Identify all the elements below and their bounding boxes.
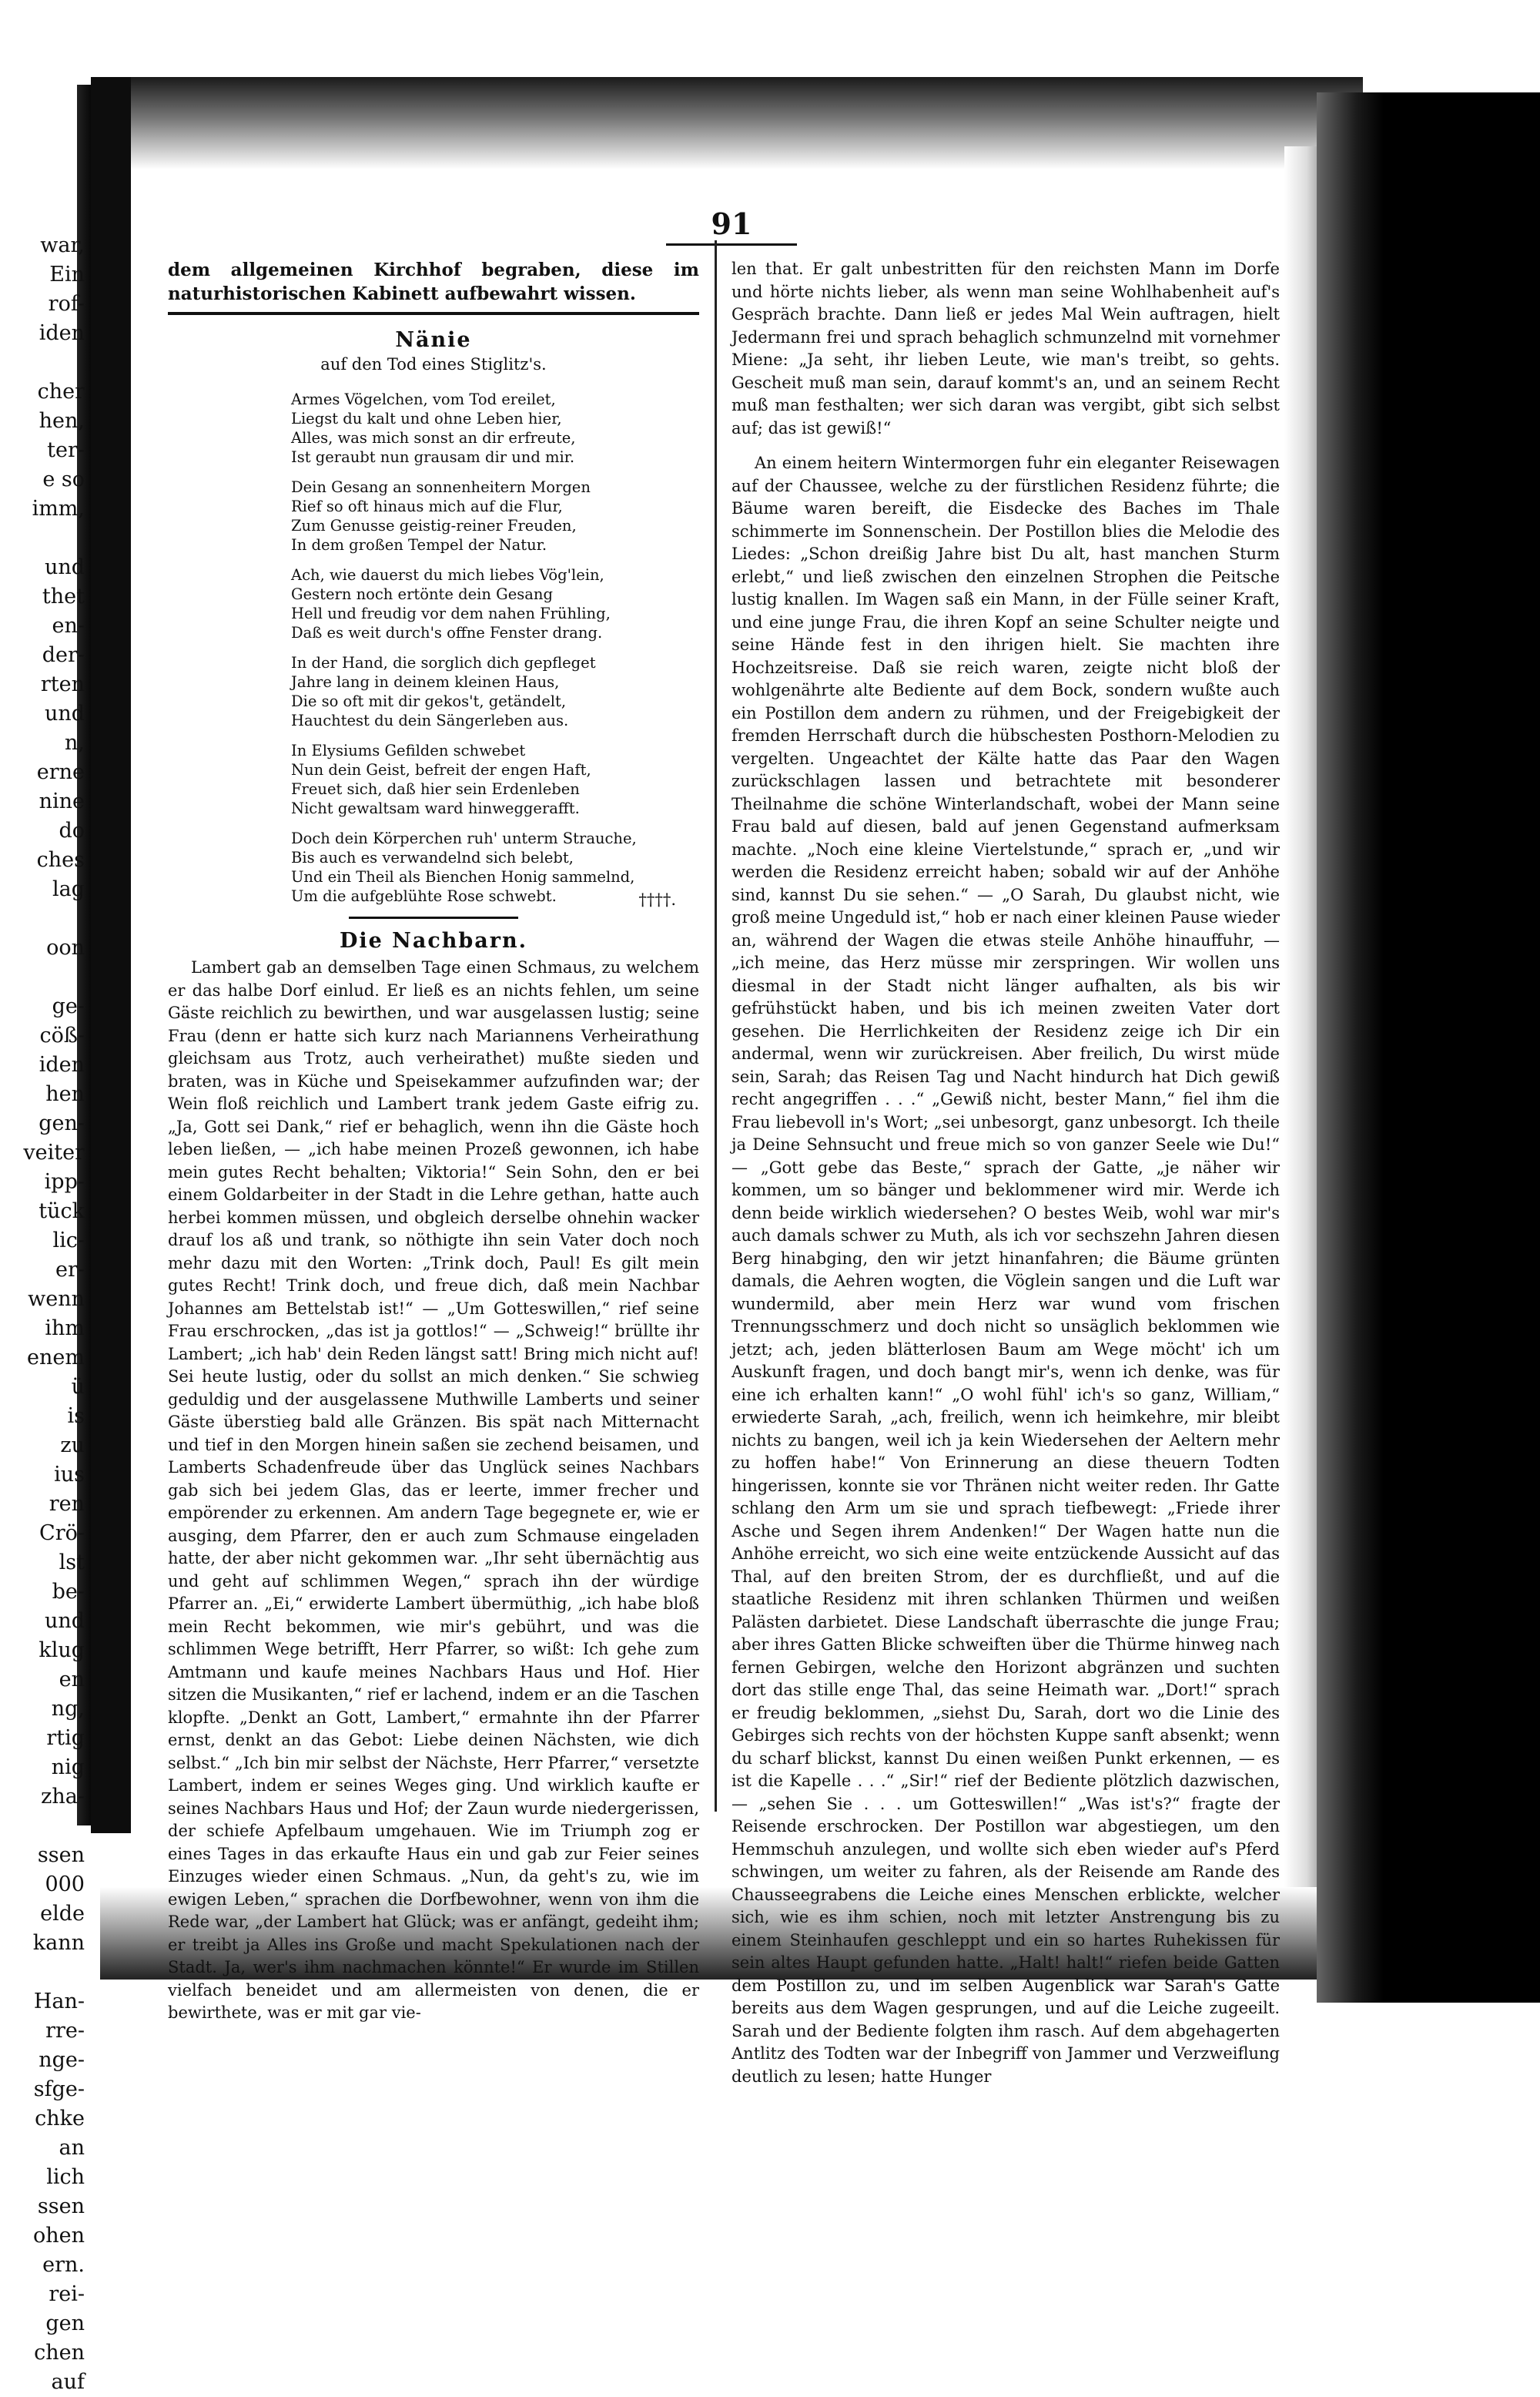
previous-page-fragment xyxy=(0,231,91,2394)
poem-subtitle: auf den Tod eines Stiglitz's. xyxy=(320,354,547,374)
fragment-line: e so xyxy=(42,468,85,491)
fragment-line xyxy=(0,524,85,553)
fragment-line: hen, xyxy=(38,409,85,433)
fragment-line: cöß- xyxy=(39,1024,85,1048)
fragment-line: nge- xyxy=(38,2048,85,2072)
fragment-line: ter- xyxy=(47,438,85,462)
poem-line: Daß es weit durch's offne Fenster drang. xyxy=(291,624,603,642)
fragment-line: imm, xyxy=(32,497,85,521)
fragment-line: ssen xyxy=(37,2194,85,2218)
fragment-line: kann xyxy=(32,1931,85,1955)
poem-stanza xyxy=(291,478,699,555)
fragment-line: ü xyxy=(71,1375,85,1399)
fragment-line: zu xyxy=(60,1433,85,1457)
fragment-line: Crö- xyxy=(39,1521,85,1545)
fragment-line: lag xyxy=(52,877,85,901)
poem-line: Bis auch es verwandelnd sich belebt, xyxy=(291,849,574,867)
poem-line: Zum Genusse geistig-reiner Freuden, xyxy=(291,517,577,535)
poem-line: Ach, wie dauerst du mich liebes Vög'lein, xyxy=(291,566,604,584)
section-rule xyxy=(168,312,699,315)
fragment-line: war, xyxy=(40,233,85,257)
poem-stanza xyxy=(291,741,699,818)
poem-body xyxy=(168,390,699,906)
fragment-line: n, xyxy=(65,731,85,755)
fragment-line: ern. xyxy=(42,2253,85,2277)
book-gutter xyxy=(91,77,131,1833)
column-divider xyxy=(715,240,717,1812)
page-number-rule xyxy=(666,243,797,246)
fragment-line: hen xyxy=(45,1082,85,1106)
fragment-line: rei- xyxy=(49,2282,85,2306)
poem-title: Nänie xyxy=(395,328,472,352)
right-column xyxy=(732,258,1280,2088)
fragment-line: klug xyxy=(38,1638,85,1662)
fragment-line: wenn xyxy=(28,1287,85,1311)
poem-line: Nun dein Geist, befreit der engen Haft, xyxy=(291,761,591,779)
fragment-line: is xyxy=(67,1404,85,1428)
poem-stanza xyxy=(291,390,699,467)
fragment-line: veiter xyxy=(23,1141,85,1165)
poem-stanza xyxy=(291,653,699,730)
fragment-line: en xyxy=(59,1668,85,1691)
poem-line: Liegst du kalt und ohne Leben hier, xyxy=(291,410,562,427)
poem-line: Rief so oft hinaus mich auf die Flur, xyxy=(291,498,563,515)
right-edge-shadow xyxy=(1317,92,1540,2003)
fragment-line: und xyxy=(44,555,85,579)
fragment-line: elde xyxy=(40,1902,85,1926)
fragment-line: er- xyxy=(55,1258,85,1282)
fragment-line: be- xyxy=(52,1580,85,1604)
fragment-line: nig xyxy=(51,1755,85,1779)
poem-line: Hell und freudig vor dem nahen Frühling, xyxy=(291,605,611,622)
poem-line: Doch dein Körperchen ruh' unterm Strauche, xyxy=(291,830,637,847)
continuation-text: dem allgemeinen Kirchhof begraben, diese im naturhistorischen Kabinett aufbewahrt wissen. xyxy=(168,260,699,304)
poem-line: Hauchtest du dein Sängerleben aus. xyxy=(291,712,569,729)
fragment-line xyxy=(0,348,85,377)
story-paragraph: Lambert gab an demselben Tage einen Schmaus, zu welchem er das halbe Dorf einlud. Er ließ es an nichts fehlen, um seine Gäste reichlich zu bewirthen, und war ausgelassen lustig; seine Frau (denn er hatte sich kurz nach Mariannens Verheirathung gleichsam aus Trotz, auch verheirathet) mußte sieden und braten, was in Küche und Speisekammer aufzufinden war; der Wein floß reichlich und Lambert trank jedem Gaste eifrig zu. „Ja, Gott sei Dank,“ rief er behaglich, wenn ihn die Gäste hoch leben ließen, — „ich habe meinen Prozeß gewonnen, ich habe mein gutes Recht behalten; Viktoria!“ Sein Sohn, den er bei einem Goldarbeiter in der Stadt in die Lehre gethan, hatte auch herbei kommen müssen, und obgleich derselbe ohnehin wacker drauf los aß und trank, so nöthigte ihn sein Vater doch noch mehr dazu mit den Worten: „Trink doch, Paul! Es gilt mein gutes Recht! Trink doch, und freue dich, daß mein Nachbar Johannes am Bettelstab ist!“ — „Um Gotteswillen,“ rief seine Frau erschrocken, „das ist ja gottlos!“ — „Schweig!“ brüllte ihr Lambert; „ich hab' dein Reden längst satt! Bring mich nicht auf! Sei heute lustig, oder du sollst an mich denken.“ Sie schwieg geduldig und der ausgelassene Muthwille Lamberts und seiner Gäste überstieg bald alle Gränzen. Bis spät nach Mitternacht und tief in den Morgen hinein saßen sie zechend beisamen, und Lamberts Schadenfreude über das Unglück seines Nachbars gab sich bei jedem Glas, das er leerte, immer frecher und empörender zu erkennen. Am andern Tage begegnete er, wie er ausging, dem Pfarrer, den er auch zum Schmause eingeladen hatte, der aber nicht gekommen war. „Ihr seht übernächtig aus und geht auf schlimmen Wegen,“ sprach ihn der würdige Pfarrer an. „Ei,“ erwiderte Lambert übermüthig, „ich habe bloß mein Recht bekommen, wie mir's gebührt, und was die schlimmen Wege betrifft, Herr Pfarrer, so wißt: Ich gehe zum Amtmann und kaufe meines Nachbars Haus und Hof. Hier sitzen die Musikanten,“ rief er lachend, indem er an die Taschen klopfte. „Denkt an Gott, Lambert,“ ermahnte ihn der Pfarrer ernst, denkt an das Gebot: Liebe deinen Nächsten, wie dich selbst.“ „Ich bin mir selbst der Nächste, Herr Pfarrer,“ versetzte Lambert, indem er seines Weges ging. Und wirklich kaufte er seines Nachbars Haus und Hof; der Zaun wurde niedergerissen, der schiefe Apfelbaum umgehauen. Wie im Triumph zog er eines Tages in das erkaufte Haus ein und gab zur Feier seines Einzuges wieder einen Schmaus. „Nun, da geht's zu, wie im ewigen Leben,“ sprachen die Dorfbewohner, wenn von ihm die Rede war, „der Lambert hat Glück; was er anfängt, gedeiht ihm; er treibt ja Alles ins Große und macht Spekulationen nach der Stadt. Ja, wer's ihm nachmachen könnte!“ Er wurde im Stillen vielfach beneidet und am allermeisten von denen, die er bewirthete, was er mit gar vie- xyxy=(168,958,699,2022)
fragment-line: ihm xyxy=(45,1316,85,1340)
fragment-line: ren xyxy=(49,1492,85,1516)
fragment-line: en- xyxy=(52,614,85,638)
poem-line: In Elysiums Gefilden schwebet xyxy=(291,742,526,759)
story-divider-rule xyxy=(349,917,518,919)
fragment-line: ge- xyxy=(52,994,85,1018)
fragment-line: lst xyxy=(59,1551,85,1574)
fragment-line: ng, xyxy=(51,1697,85,1721)
fragment-line: und xyxy=(44,702,85,726)
fragment-line: und xyxy=(44,1609,85,1633)
fragment-line xyxy=(0,963,85,992)
fragment-line: do xyxy=(59,819,85,843)
fragment-line: gen- xyxy=(38,1111,85,1135)
poem-line: Die so oft mit dir gekos't, getändelt, xyxy=(291,692,567,710)
fragment-line: lic- xyxy=(52,1229,85,1252)
fragment-line: thet xyxy=(42,585,85,608)
fragment-line: zha- xyxy=(41,1785,85,1809)
fragment-line: cher xyxy=(37,380,85,404)
fragment-line: chke xyxy=(35,2107,85,2130)
fragment-line: lich xyxy=(46,2165,85,2189)
fragment-line: rten xyxy=(40,672,85,696)
fragment-line: an xyxy=(59,2136,85,2160)
fragment-line xyxy=(0,904,85,934)
fragment-line: auf xyxy=(51,2370,85,2394)
poem-line: In dem großen Tempel der Natur. xyxy=(291,536,547,554)
fragment-line: rtig xyxy=(46,1726,85,1750)
poem-line: Nicht gewaltsam ward hinweggerafft. xyxy=(291,800,580,817)
poem-line: In der Hand, die sorglich dich gepfleget xyxy=(291,654,596,672)
page-number: 91 xyxy=(711,206,752,241)
top-edge-shadow xyxy=(131,77,1363,169)
fragment-line: ssen xyxy=(37,1843,85,1867)
fragment-line: iden xyxy=(38,1053,85,1077)
fragment-line xyxy=(0,1958,85,1987)
fragment-line: Ein xyxy=(49,263,85,287)
left-column xyxy=(168,258,699,2025)
poem-line: Armes Vögelchen, vom Tod ereilet, xyxy=(291,391,556,408)
story-title: Die Nachbarn. xyxy=(339,928,528,953)
poem-line: Freuet sich, daß hier sein Erdenleben xyxy=(291,780,580,798)
poem-signature: ††††. xyxy=(638,890,676,909)
fragment-line: oon xyxy=(46,936,85,960)
fragment-line: ipp- xyxy=(44,1170,85,1194)
story-paragraph-continued: len that. Er galt unbestritten für den reichsten Mann im Dorfe und hörte nichts lieber, als wenn man seine Wohlhabenheit auf's Gespräch brachte. Dann ließ er jedes Mal Wein auftragen, hielt Jedermann frei und sprach behaglich schmunzelnd mit vornehmer Miene: „Ja seht, ihr lieben Leute, wie man's treibt, so gehts. Gescheit muß man sein, darauf kommt's an, und an seinem Recht muß man festhalten; wer sich daran was vergibt, gibt sich selbst auf; das ist gewiß!“ xyxy=(732,260,1280,437)
fragment-line: sfge- xyxy=(33,2077,85,2101)
fragment-line: nine xyxy=(38,790,85,813)
fragment-line: ius xyxy=(54,1463,85,1487)
fragment-line: enem xyxy=(27,1346,85,1369)
fragment-line: chen xyxy=(34,2341,85,2365)
fragment-line: gen xyxy=(45,2312,85,2335)
poem-line: Alles, was mich sonst an dir erfreute, xyxy=(291,429,576,447)
fragment-line: rof- xyxy=(48,292,85,316)
fragment-line: ohen xyxy=(32,2224,85,2248)
poem-line: Ist geraubt nun grausam dir und mir. xyxy=(291,448,575,466)
fragment-line: ches xyxy=(36,848,85,872)
poem-line: Und ein Theil als Bienchen Honig sammelnd, xyxy=(291,868,635,886)
fragment-line: erne xyxy=(36,760,85,784)
fragment-line: Han- xyxy=(33,1990,85,2013)
poem-line: Jahre lang in deinem kleinen Haus, xyxy=(291,673,560,691)
poem-line: Dein Gesang an sonnenheitern Morgen xyxy=(291,478,591,496)
fragment-line xyxy=(0,1812,85,1841)
poem-line: Um die aufgeblühte Rose schwebt. xyxy=(291,887,557,905)
fragment-line: der- xyxy=(42,643,85,667)
story-paragraph: An einem heitern Wintermorgen fuhr ein eleganter Reisewagen auf der Chaussee, welche zu der fürstlichen Residenz führte; die Bäume waren bereift, die Eisdecke des Baches im Thale schimmerte im Sonnenschein. Der Postillon blies die Melodie des Liedes: „Schon dreißig Jahre bist Du alt, hast manchen Sturm erlebt,“ und ließ zwischen den einzelnen Strophen die Peitsche lustig knallen. Im Wagen saß ein Mann, in der Fülle seiner Kraft, und eine junge Frau, die ihren Kopf an seine Schulter neigte und seine Hände fest in den ihrigen hielt. Sie machten ihre Hochzeitsreise. Daß sie reich waren, zeigte nicht bloß der wohlgenährte alte Bediente auf dem Bock, sondern wußte auch ein Postillon dem andern zu rühmen, und der Freigebigkeit der fremden Herrschaft durch die hübschesten Posthorn-Melodien zu vergelten. Ungeachtet der Kälte hatte das Paar den Wagen zurückschlagen lassen und betrachtete mit besonderer Theilnahme die schöne Winterlandschaft, wobei der Mann seine Frau bald auf diesen, bald auf jenen Gegenstand aufmerksam machte. „Noch eine kleine Viertelstunde,“ sprach er, „und wir werden die Residenz erreicht haben; sobald wir auf der Anhöhe sind, kannst Du sie sehen.“ — „O Sarah, Du glaubst nicht, wie groß meine Ungeduld ist,“ hob er nach einer kleinen Pause wieder an, während der Wagen die etwas steile Anhöhe hinauffuhr, — „ich meine, das Herz müsse mir zerspringen. Wir wollen uns diesmal in der Stadt nicht länger aufhalten, als bis wir gefrühstückt haben, und bis ich meinen zweiten Vater dort gesehen. Die Herrlichkeiten der Residenz zeige ich Dir ein andermal, wenn wir zurückreisen. Aber freilich, Du wirst müde sein, Sarah; das Reisen Tag und Nacht hindurch hat Dich gewiß recht angegriffen . . .“ „Gewiß nicht, bester Mann,“ fiel ihm die Frau liebevoll in's Wort; „sei unbesorgt, ganz unbesorgt. Ich theile ja Deine Sehnsucht und freue mich so von ganzer Seele wie Du!“ — „Gott gebe das Beste,“ sprach der Gatte, „je näher wir kommen, um so bänger und beklommener wird mir. Werde ich denn beide wirklich wiedersehen? O bestes Weib, wohl war mir's auch damals schwer zu Muth, als ich vor sechszehn Jahren diesen Berg hinabging, den wir jetzt hinanfahren; die Bäume grünten damals, die Aehren wogten, die Vöglein sangen und die Luft war wundermild, aber mein Herz war wund vom frischen Trennungsschmerz und doch nicht so unsäglich beklommen wie jetzt; ach, jeden blätterlosen Baum am Wege möcht' ich um Auskunft fragen, und doch bangt mir's, wenn ich denke, was für eine ich erhalten kann!“ „O wohl fühl' ich's so ganz, William,“ erwiederte Sarah, „ach, freilich, wenn ich heimkehre, mir bleibt nichts zu bangen, weil ich ja kein Wiedersehen der Aeltern mehr zu hoffen habe!“ Von Erinnerung an diese theuern Todten hingerissen, konnte sie vor Thränen nicht weiter reden. Ihr Gatte schlang den Arm um sie und sprach tiefbewegt: „Friede ihrer Asche und Segen ihrem Andenken!“ Der Wagen hatte nun die Anhöhe erreicht, wo sich eine weite entzückende Aussicht auf das Thal, auf den breiten Strom, der es durchfließt, und auf die staatliche Residenz mit ihren schlanken Thürmen und weißen Palästen darbietet. Diese Landschaft überraschte die junge Frau; aber ihres Gatten Blicke schweiften über die Thürme hinweg nach fernen Gebirgen, welche den Horizont abgränzen und suchten dort das stille enge Thal, das seine Heimath war. „Dort!“ sprach er freudig beklommen, „siehst Du, Sarah, dort wo die Linie des Gebirges sich rechts von der höchsten Kuppe sanft absenkt; wenn du scharf blickst, kannst Du einen weißen Punkt erkennen, — es ist die Kapelle . . .“ „Sir!“ rief der Bediente plötzlich dazwischen, — „sehen Sie . . . um Gotteswillen!“ „Was ist's?“ fragte der Reisende erschrocken. Der Postillon war abgestiegen, um den Hemmschuh anzulegen, und wollte sich eben wieder auf's Pferd schwingen, um weiter zu fahren, als der Reisende am Rande des Chausseegrabens die Leiche eines Menschen erblickte, welcher sich, wie es ihm schien, noch mit letzter Anstrengung bis zu einem Steinhaufen geschleppt und ein so hartes Ruhekissen für sein altes Haupt gefunden hatte. „Halt! halt!“ riefen beide Gatten dem Postillon zu, und im selben Augenblick war Sarah's Gatte bereits aus dem Wagen gesprungen, und auf die Leiche zugeeilt. Sarah und der Bediente folgten ihm rasch. Auf dem abgehagerten Antlitz des Todten war der Inbegriff von Jammer und Verzweiflung deutlich zu lesen; hatte Hunger xyxy=(732,454,1280,2086)
fragment-line: 000 xyxy=(45,1872,85,1896)
fragment-line: iden xyxy=(38,321,85,345)
fragment-line: rre- xyxy=(45,2019,85,2043)
fragment-line: tück xyxy=(38,1199,85,1223)
poem-stanza xyxy=(291,565,699,642)
poem-line: Gestern noch ertönte dein Gesang xyxy=(291,585,553,603)
